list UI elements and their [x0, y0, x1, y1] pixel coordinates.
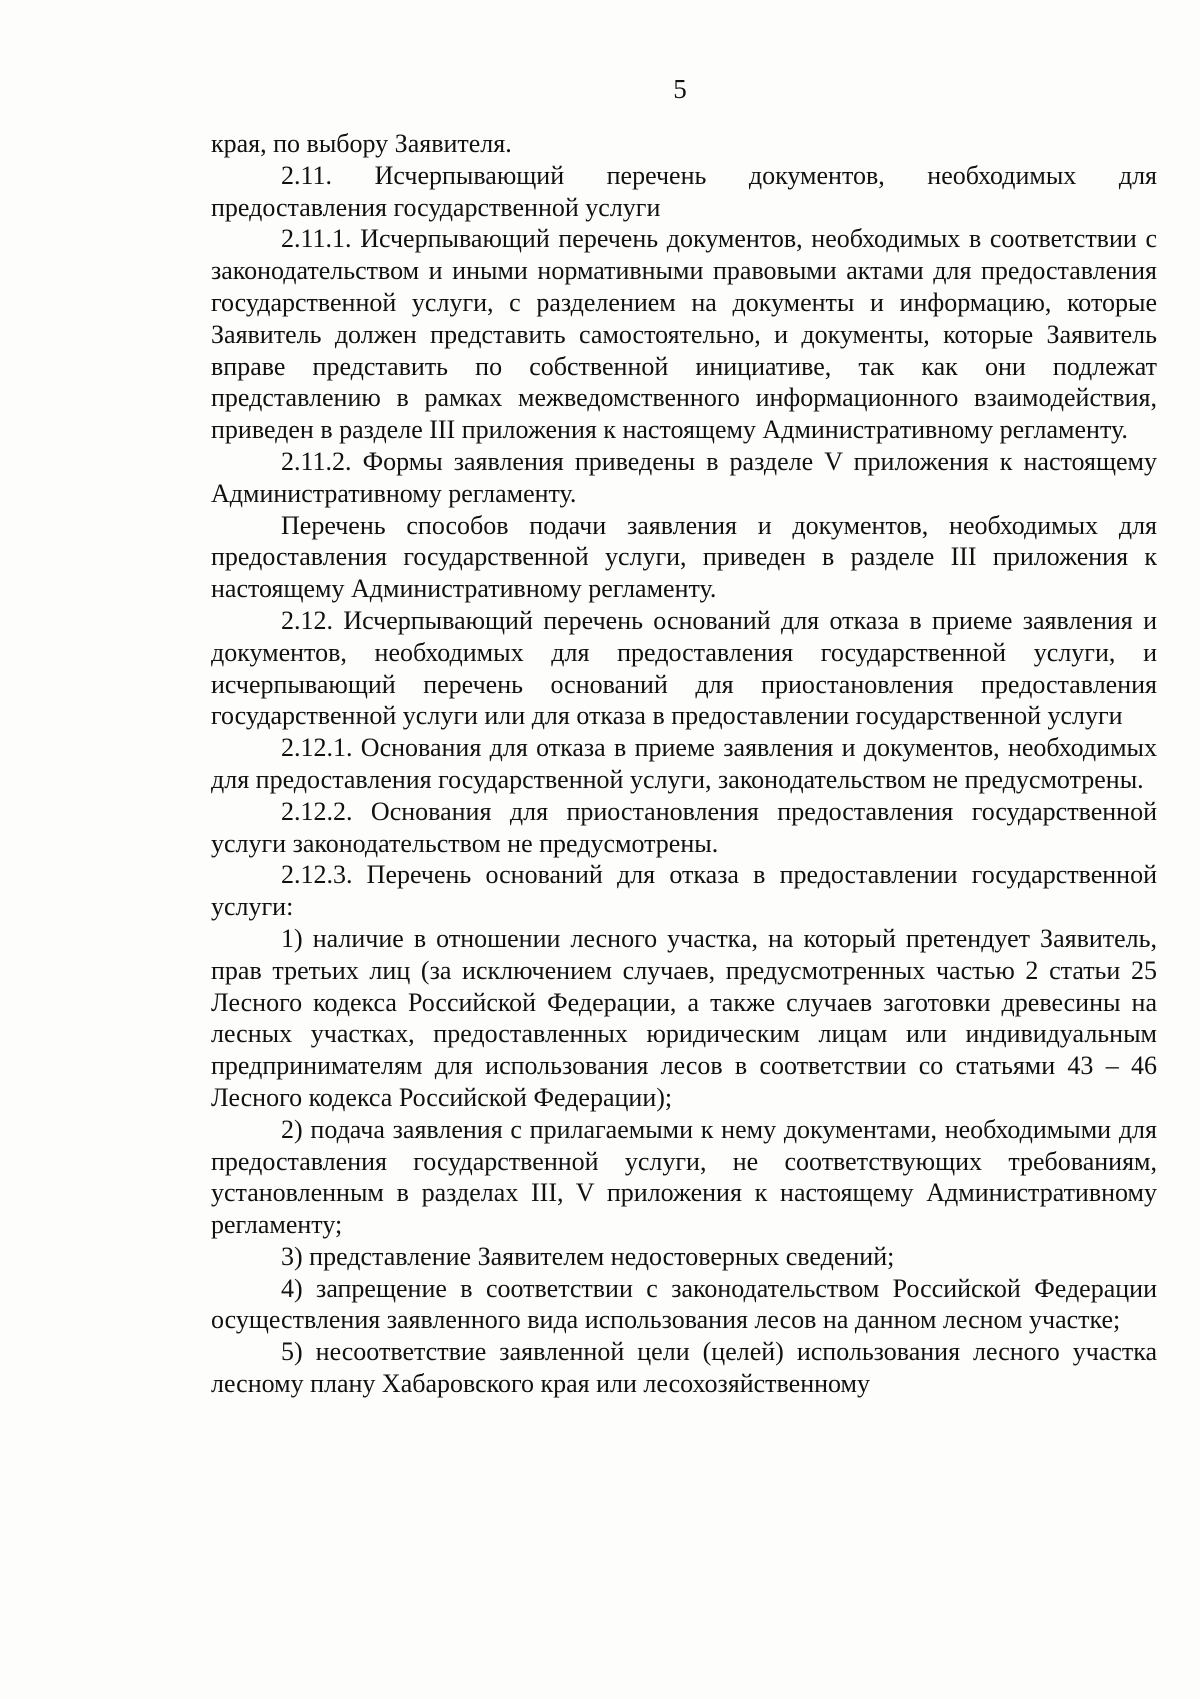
list-item-1: 1) наличие в отношении лесного участка, на который претендует Заявитель, прав третьих лиц (за исключением случаев, предусмотренных частью 2 статьи 25 Лесного кодекса Российской Федерации, а также случаев заготовки древесины на лесных участках, предоставленных юридическим лицам или индивидуальным предпринимателям для использования лесов в соответствии со статьями 43 – 46 Лесного кодекса Российской Федерации);: [211, 923, 1157, 1112]
paragraph: края, по выбору Заявителя.: [211, 129, 512, 158]
list-item-5: 5) несоответствие заявленной цели (целей) использования лесного участка лесному плану Хабаровского края или лесохозяйственному: [211, 1337, 1157, 1399]
list-item-3: 3) представление Заявителем недостоверных сведений;: [281, 1241, 895, 1271]
section-heading-2-11: 2.11. Исчерпывающий перечень документов, необходимых для предоставления государственной услуги: [211, 160, 1157, 222]
paragraph-submission-methods: Перечень способов подачи заявления и документов, необходимых для предоставления государственной услуги, приведен в разделе III приложения к настоящему Административному регламенту.: [211, 510, 1157, 604]
paragraph-2-12-1: 2.12.1. Основания для отказа в приеме заявления и документов, необходимых для предоставления государственной услуги, законодательством не предусмотрены.: [211, 733, 1157, 794]
section-heading-2-12: 2.12. Исчерпывающий перечень оснований для отказа в приеме заявления и документов, необходимых для предоставления государственной услуги, и исчерпывающий перечень оснований для приостановления предоставления государственной услуги или для отказа в предоставлении государственной услуги: [211, 605, 1157, 731]
document-body: [211, 128, 1157, 1400]
paragraph-2-12-3: 2.12.3. Перечень оснований для отказа в предоставлении государственной услуги:: [211, 860, 1157, 922]
list-item-2: 2) подача заявления с прилагаемыми к нему документами, необходимыми для предоставления государственной услуги, не соответствующих требованиям, установленным в разделах III, V приложения к настоящему Административному регламенту;: [211, 1114, 1157, 1240]
paragraph-2-11-2: 2.11.2. Формы заявления приведены в разделе V приложения к настоящему Административному регламенту.: [211, 446, 1157, 508]
paragraph-2-12-2: 2.12.2. Основания для приостановления предоставления государственной услуги законодательством не предусмотрены.: [211, 796, 1157, 858]
list-item-4: 4) запрещение в соответствии с законодательством Российской Федерации осуществления заявленного вида использования лесов на данном лесном участке;: [211, 1273, 1157, 1335]
page-number: 5: [673, 74, 687, 104]
paragraph-2-11-1: 2.11.1. Исчерпывающий перечень документов, необходимых в соответствии с законодательством и иными нормативными правовыми актами для предоставления государственной услуги, с разделением на документы и информацию, которые Заявитель должен представить самостоятельно, и документы, которые Заявитель вправе представить по собственной инициативе, так как они подлежат представлению в рамках межведомственного информационного взаимодействия, приведен в разделе III приложения к настоящему Административному регламенту.: [211, 224, 1157, 445]
